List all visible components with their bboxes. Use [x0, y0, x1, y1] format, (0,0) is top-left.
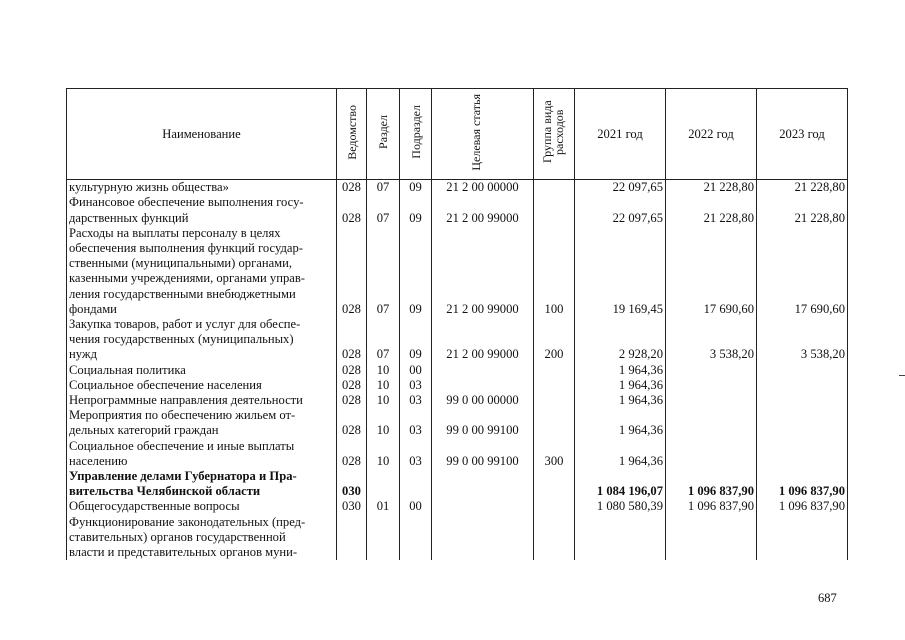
cell-razdel: 10 [367, 363, 400, 378]
cell-2023 [757, 378, 848, 393]
row-name-line: власти и представительных органов муни- [69, 545, 298, 560]
cell-2021: 22 097,65 [575, 180, 666, 196]
cell-2022 [666, 393, 757, 408]
header-2022: 2022 год [666, 89, 757, 180]
cell-razdel: 07 [367, 317, 400, 363]
cell-expense-group: 200 [534, 317, 575, 363]
cell-2021 [575, 515, 666, 561]
cell-podrazdel: 03 [400, 393, 432, 408]
header-razdel: Раздел [367, 89, 400, 180]
row-name [67, 408, 337, 438]
table-row [67, 195, 848, 225]
cell-vedomstvo: 028 [337, 408, 367, 438]
cell-2022: 1 096 837,90 [666, 499, 757, 514]
cell-podrazdel: 00 [400, 499, 432, 514]
row-name [67, 515, 337, 561]
cell-vedomstvo: 028 [337, 180, 367, 196]
cell-vedomstvo: 030 [337, 469, 367, 499]
row-name [67, 469, 337, 499]
cell-2021: 1 964,36 [575, 439, 666, 469]
header-2021: 2021 год [575, 89, 666, 180]
header-podrazdel: Подраздел [400, 89, 432, 180]
cell-expense-group [534, 363, 575, 378]
cell-target-article: 99 0 00 99100 [432, 439, 534, 469]
cell-expense-group [534, 515, 575, 561]
cell-2021: 1 964,36 [575, 408, 666, 438]
cell-razdel: 10 [367, 439, 400, 469]
cell-razdel: 10 [367, 408, 400, 438]
row-name-line: обеспечения выполнения функций государ- [69, 241, 303, 256]
header-target-article: Целевая статья [432, 89, 534, 180]
cell-vedomstvo: 030 [337, 499, 367, 514]
cell-2023: 1 096 837,90 [757, 469, 848, 499]
cell-razdel [367, 515, 400, 561]
cell-podrazdel: 09 [400, 180, 432, 196]
cell-expense-group [534, 378, 575, 393]
row-name-line: Расходы на выплаты персоналу в целях [69, 225, 281, 240]
cell-expense-group: 300 [534, 439, 575, 469]
cell-vedomstvo: 028 [337, 226, 367, 317]
cell-2022: 21 228,80 [666, 180, 757, 196]
cell-expense-group: 100 [534, 226, 575, 317]
cell-razdel: 01 [367, 499, 400, 514]
cell-2021: 1 964,36 [575, 363, 666, 378]
cell-2021: 1 084 196,07 [575, 469, 666, 499]
cell-2022: 3 538,20 [666, 317, 757, 363]
row-name-line: ления государственными внебюджетными [69, 286, 296, 301]
cell-vedomstvo: 028 [337, 195, 367, 225]
row-name-line: чения государственных (муниципальных) [69, 332, 294, 347]
cell-vedomstvo [337, 515, 367, 561]
page-number: 687 [818, 591, 837, 605]
cell-podrazdel: 09 [400, 226, 432, 317]
cell-2023 [757, 393, 848, 408]
cell-podrazdel: 03 [400, 378, 432, 393]
row-name-line: Социальное обеспечение и иные выплаты [69, 438, 295, 453]
edge-mark [899, 375, 905, 376]
cell-target-article [432, 515, 534, 561]
cell-2022: 17 690,60 [666, 226, 757, 317]
table-body [67, 180, 848, 561]
row-name-line: фондами [69, 301, 117, 316]
row-name-line: Социальное обеспечение населения [69, 377, 262, 392]
row-name-line: Общегосударственные вопросы [69, 499, 240, 514]
row-name-line: Функционирование законодательных (пред- [69, 514, 306, 529]
cell-expense-group [534, 393, 575, 408]
cell-2023 [757, 515, 848, 561]
cell-expense-group [534, 499, 575, 514]
cell-expense-group [534, 195, 575, 225]
cell-target-article: 21 2 00 99000 [432, 195, 534, 225]
cell-expense-group [534, 180, 575, 196]
row-name [67, 499, 337, 514]
row-name-line: Управление делами Губернатора и Пра- [69, 469, 297, 484]
cell-expense-group [534, 408, 575, 438]
cell-razdel: 10 [367, 378, 400, 393]
table-row [67, 317, 848, 363]
cell-2023 [757, 363, 848, 378]
row-name [67, 439, 337, 469]
cell-2023: 21 228,80 [757, 195, 848, 225]
cell-2021: 1 964,36 [575, 393, 666, 408]
cell-2022: 1 096 837,90 [666, 469, 757, 499]
cell-2021: 1 080 580,39 [575, 499, 666, 514]
table-row [67, 378, 848, 393]
header-vedomstvo: Ведомство [337, 89, 367, 180]
header-2023: 2023 год [757, 89, 848, 180]
header-name: Наименование [67, 89, 337, 180]
cell-2022 [666, 363, 757, 378]
cell-podrazdel: 00 [400, 363, 432, 378]
row-name-line: казенными учреждениями, органами управ- [69, 271, 305, 286]
row-name [67, 317, 337, 363]
row-name-line: Непрограммные направления деятельности [69, 393, 303, 408]
table-row [67, 363, 848, 378]
cell-razdel: 10 [367, 393, 400, 408]
table-row [67, 180, 848, 196]
cell-2021: 19 169,45 [575, 226, 666, 317]
cell-2022: 21 228,80 [666, 195, 757, 225]
row-name-line: Финансовое обеспечение выполнения госу- [69, 195, 304, 210]
cell-2021: 22 097,65 [575, 195, 666, 225]
cell-2022 [666, 515, 757, 561]
cell-2021: 2 928,20 [575, 317, 666, 363]
table-row [67, 469, 848, 499]
cell-razdel: 07 [367, 180, 400, 196]
cell-target-article: 99 0 00 00000 [432, 393, 534, 408]
table-row [67, 439, 848, 469]
cell-target-article: 99 0 00 99100 [432, 408, 534, 438]
row-name [67, 378, 337, 393]
header-expense-group: Группа вида расходов [534, 89, 575, 180]
cell-2023: 3 538,20 [757, 317, 848, 363]
cell-target-article [432, 469, 534, 499]
cell-2023: 1 096 837,90 [757, 499, 848, 514]
cell-2022 [666, 408, 757, 438]
row-name-line: вительства Челябинской области [69, 484, 261, 499]
cell-target-article [432, 499, 534, 514]
table-row [67, 515, 848, 561]
cell-2023: 21 228,80 [757, 180, 848, 196]
row-name-line: ственными (муниципальными) органами, [69, 256, 293, 271]
cell-razdel: 07 [367, 195, 400, 225]
cell-target-article [432, 363, 534, 378]
cell-vedomstvo: 028 [337, 363, 367, 378]
cell-2022 [666, 439, 757, 469]
cell-vedomstvo: 028 [337, 439, 367, 469]
row-name-line: дельных категорий граждан [69, 423, 219, 438]
cell-razdel [367, 469, 400, 499]
row-name-line: дарственных функций [69, 210, 189, 225]
cell-vedomstvo: 028 [337, 393, 367, 408]
row-name-line: Мероприятия по обеспечению жильем от- [69, 408, 296, 423]
row-name-line: культурную жизнь общества» [69, 180, 229, 195]
row-name-line: Социальная политика [69, 362, 186, 377]
cell-2023 [757, 439, 848, 469]
cell-expense-group [534, 469, 575, 499]
row-name [67, 226, 337, 317]
cell-vedomstvo: 028 [337, 378, 367, 393]
row-name [67, 195, 337, 225]
cell-2022 [666, 378, 757, 393]
cell-podrazdel: 03 [400, 408, 432, 438]
cell-2023: 17 690,60 [757, 226, 848, 317]
cell-target-article: 21 2 00 00000 [432, 180, 534, 196]
cell-razdel: 07 [367, 226, 400, 317]
table-header-row [67, 89, 848, 180]
cell-target-article: 21 2 00 99000 [432, 317, 534, 363]
cell-2021: 1 964,36 [575, 378, 666, 393]
cell-podrazdel: 09 [400, 317, 432, 363]
cell-2023 [757, 408, 848, 438]
cell-podrazdel: 09 [400, 195, 432, 225]
row-name-line: ставительных) органов государственной [69, 529, 286, 544]
table-row [67, 226, 848, 317]
row-name-line: населению [69, 453, 128, 468]
cell-podrazdel [400, 515, 432, 561]
cell-podrazdel: 03 [400, 439, 432, 469]
row-name-line: нужд [69, 347, 97, 362]
cell-target-article [432, 378, 534, 393]
table-row [67, 393, 848, 408]
cell-podrazdel [400, 469, 432, 499]
row-name-line: Закупка товаров, работ и услуг для обеспе- [69, 317, 301, 332]
cell-vedomstvo: 028 [337, 317, 367, 363]
table-row [67, 499, 848, 514]
table-row [67, 408, 848, 438]
row-name [67, 363, 337, 378]
budget-table [66, 88, 848, 560]
cell-target-article: 21 2 00 99000 [432, 226, 534, 317]
row-name [67, 393, 337, 408]
row-name [67, 180, 337, 196]
